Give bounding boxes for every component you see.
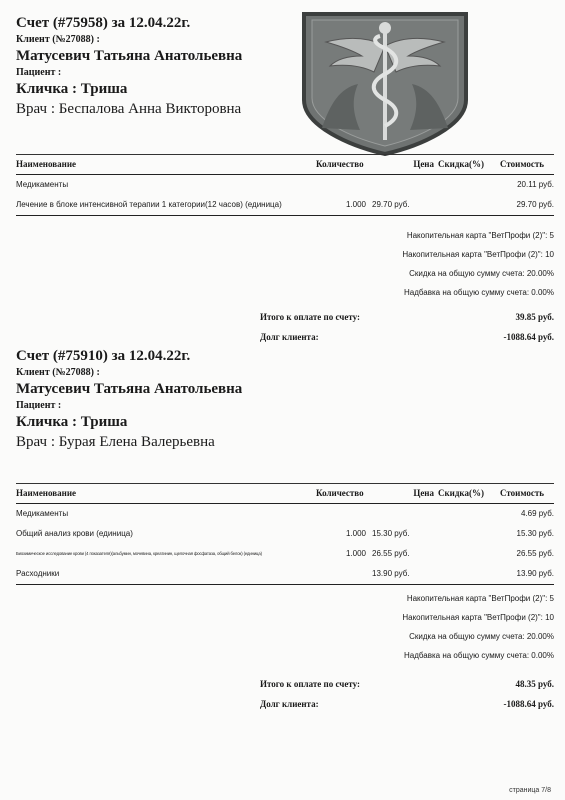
row-discount	[438, 544, 500, 564]
pet-name: Кличка : Триша	[16, 81, 128, 97]
col-discount-header: Скидка(%)	[438, 155, 500, 175]
row-qty	[316, 175, 372, 196]
row-price: 15.30 руб.	[372, 529, 410, 538]
col-qty-header: Количество	[316, 155, 372, 175]
total-label: Итого к оплате по счету:	[260, 679, 361, 689]
col-price-header: Цена	[372, 155, 438, 175]
totals	[260, 679, 554, 719]
discount-line: Накопительная карта "ВетПрофи (2)": 10	[402, 250, 554, 259]
patient-label: Пациент :	[16, 67, 62, 78]
client-label: Клиент (№27088) :	[16, 34, 100, 45]
table-row	[16, 175, 554, 196]
discount-line: Скидка на общую сумму счета: 20.00%	[409, 632, 554, 641]
row-discount	[438, 564, 500, 585]
client-label: Клиент (№27088) :	[16, 367, 100, 378]
discount-line: Накопительная карта "ВетПрофи (2)": 5	[406, 594, 554, 603]
table-row	[16, 524, 554, 544]
row-discount	[438, 195, 500, 216]
col-qty-header: Количество	[316, 484, 372, 504]
row-discount	[438, 524, 500, 544]
row-cost: 15.30 руб.	[516, 529, 554, 538]
doctor-name: Врач : Бурая Елена Валерьевна	[16, 434, 215, 450]
col-discount-header: Скидка(%)	[438, 484, 500, 504]
row-cost: 20.11 руб.	[517, 180, 554, 189]
row-price: 13.90 руб.	[372, 564, 438, 585]
discount-line: Надбавка на общую сумму счета: 0.00%	[404, 651, 554, 660]
invoice-1	[16, 14, 556, 342]
row-price: 29.70 руб.	[372, 195, 438, 216]
discount-line: Надбавка на общую сумму счета: 0.00%	[404, 288, 554, 297]
col-cost-header: Стоимость	[500, 155, 554, 175]
table-header-row	[16, 484, 554, 504]
doctor-name: Врач : Беспалова Анна Викторовна	[16, 101, 242, 117]
col-cost-header: Стоимость	[500, 484, 554, 504]
row-name: Расходники	[16, 564, 316, 585]
totals	[260, 312, 554, 352]
row-qty: 1.000	[345, 529, 366, 538]
client-name: Матусевич Татьяна Анатольевна	[16, 48, 243, 64]
table-header-row	[16, 155, 554, 175]
row-qty	[316, 564, 372, 585]
total-label: Итого к оплате по счету:	[260, 312, 361, 322]
row-price: 26.55 руб.	[372, 549, 410, 558]
total-value: 39.85 руб.	[515, 312, 554, 322]
row-cost: 29.70 руб.	[500, 195, 554, 216]
page-number: страница 7/8	[509, 787, 551, 794]
items-table	[16, 154, 554, 216]
debt-label: Долг клиента:	[260, 332, 319, 342]
discount-summary	[254, 226, 554, 302]
col-price-header: Цена	[372, 484, 438, 504]
invoice-title: Счет (#75958) за 12.04.22г.	[16, 15, 191, 31]
row-qty	[316, 504, 372, 525]
col-name-header: Наименование	[16, 155, 316, 175]
row-discount	[438, 504, 500, 525]
patient-label: Пациент :	[16, 400, 62, 411]
table-row	[16, 195, 554, 216]
row-price	[372, 504, 438, 525]
row-price	[372, 175, 438, 196]
invoice-2	[16, 347, 556, 709]
discount-line: Накопительная карта "ВетПрофи (2)": 5	[406, 231, 554, 240]
row-cost: 4.69 руб.	[520, 509, 554, 518]
pet-name: Кличка : Триша	[16, 414, 128, 430]
discount-line: Накопительная карта "ВетПрофи (2)": 10	[402, 613, 554, 622]
table-row	[16, 504, 554, 525]
debt-value: -1088.64 руб.	[503, 332, 554, 342]
row-cost: 13.90 руб.	[500, 564, 554, 585]
row-qty: 1.000	[316, 195, 372, 216]
debt-label: Долг клиента:	[260, 699, 319, 709]
discount-summary	[254, 589, 554, 665]
table-row	[16, 544, 554, 564]
items-table	[16, 483, 554, 585]
row-name: Медикаменты	[16, 180, 69, 189]
row-name: Лечение в блоке интенсивной терапии 1 категории(12 часов) (единица)	[16, 195, 316, 216]
row-name: Общий анализ крови (единица)	[16, 529, 133, 538]
col-name-header: Наименование	[16, 484, 316, 504]
invoice-title: Счет (#75910) за 12.04.22г.	[16, 348, 191, 364]
row-qty: 1.000	[345, 549, 366, 558]
total-value: 48.35 руб.	[515, 679, 554, 689]
table-row	[16, 564, 554, 585]
row-cost: 26.55 руб.	[516, 549, 554, 558]
row-discount	[438, 175, 500, 196]
debt-value: -1088.64 руб.	[503, 699, 554, 709]
row-name: Биохимическое исследование крови (4 показателя)(альбумин, мочевина, креатинин, щелочная фосфатаза, общий белок) (единица)	[16, 551, 262, 556]
row-name: Медикаменты	[16, 509, 69, 518]
client-name: Матусевич Татьяна Анатольевна	[16, 381, 243, 397]
discount-line: Скидка на общую сумму счета: 20.00%	[409, 269, 554, 278]
